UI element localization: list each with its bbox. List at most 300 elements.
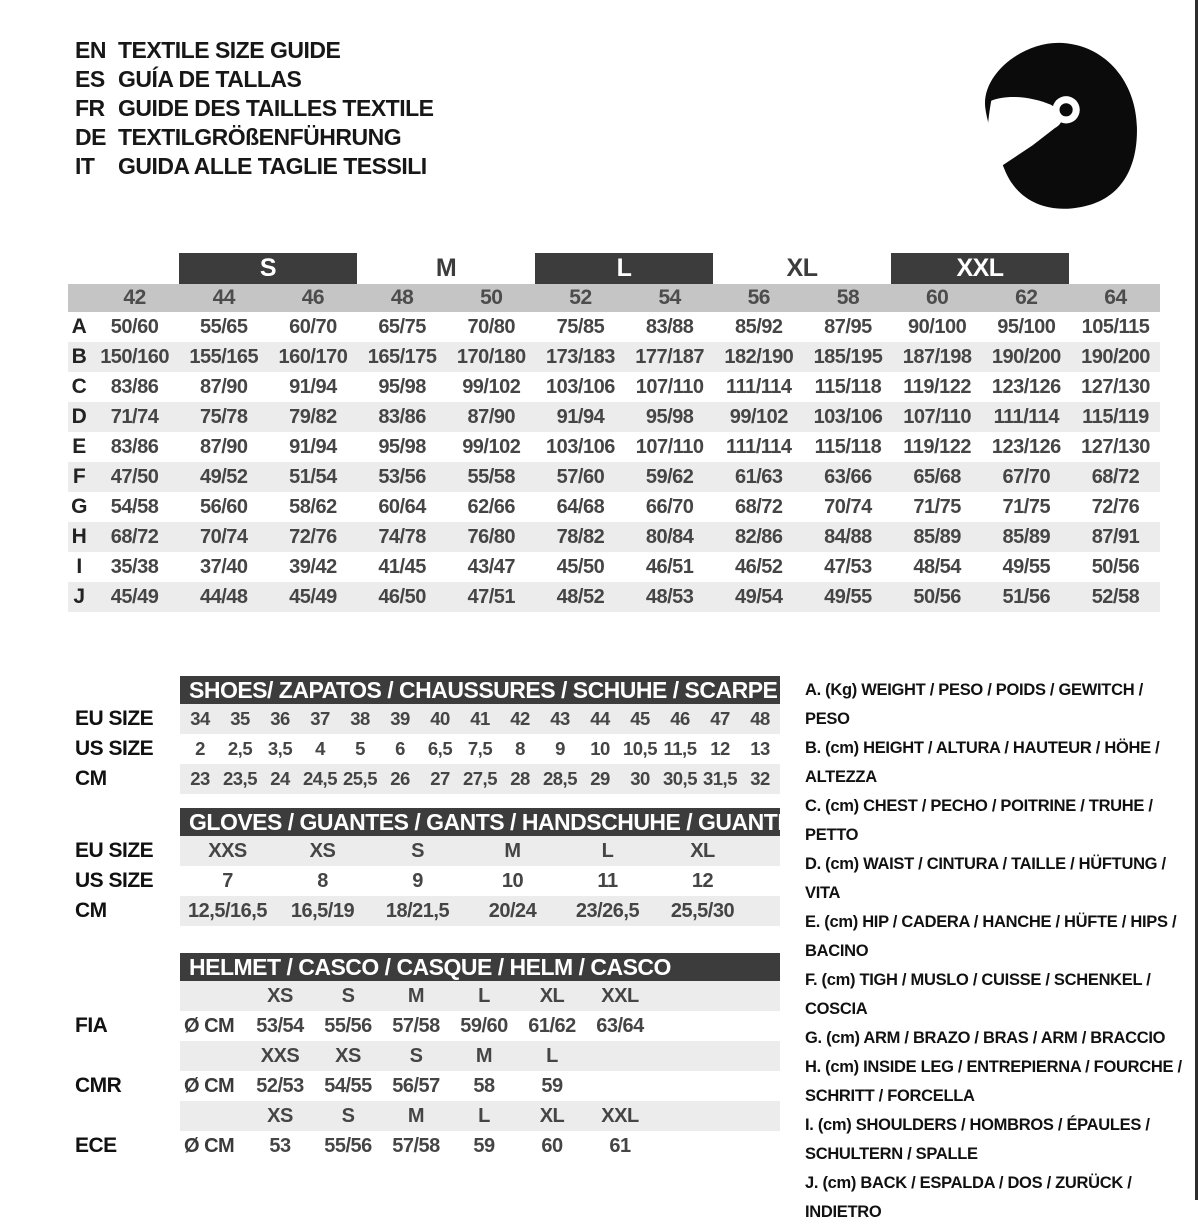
language-code: DE <box>75 124 106 150</box>
size-value: 185/195 <box>813 345 883 368</box>
guide-title: GUÍA DE TALLAS <box>118 66 302 92</box>
guide-title: TEXTILE SIZE GUIDE <box>118 37 341 63</box>
helmet-size-value: 61/62 <box>528 1014 576 1037</box>
size-group-header-row <box>68 253 1160 284</box>
gloves-row-data <box>180 836 780 866</box>
shoes-value: 45 <box>630 708 650 729</box>
gloves-value: 25,5/30 <box>670 899 735 922</box>
shoes-value: 35 <box>230 708 250 729</box>
helmet-sizes-data <box>180 1101 780 1131</box>
size-value: 52/58 <box>1091 585 1140 608</box>
size-value: 103/106 <box>546 375 615 398</box>
shoes-row-data <box>180 734 780 764</box>
size-value: 51/54 <box>289 465 337 488</box>
shoes-value: 39 <box>390 708 410 729</box>
size-value: 115/118 <box>814 435 882 458</box>
size-value: 190/200 <box>1081 345 1150 368</box>
size-value: 46/52 <box>735 555 783 578</box>
size-value: 45/49 <box>110 585 159 608</box>
gloves-value: XS <box>309 839 336 862</box>
size-value: 72/76 <box>289 525 337 548</box>
size-value: 37/40 <box>199 555 248 578</box>
helmet-values-data <box>180 1131 780 1161</box>
shoes-value: 30 <box>630 768 650 789</box>
gloves-value: S <box>411 839 424 862</box>
helmet-values-row-cmr <box>75 1071 780 1101</box>
measurement-row-e <box>68 432 1160 462</box>
size-value: 170/180 <box>456 345 526 368</box>
size-value: 99/102 <box>462 375 521 398</box>
size-value: 103/106 <box>546 435 615 458</box>
size-value: 49/55 <box>1002 555 1051 578</box>
size-value: 66/70 <box>645 495 694 518</box>
size-group-l: L <box>535 253 713 284</box>
legend-item-j: J. (cm) BACK / ESPALDA / DOS / ZURÜCK / INDIETRO <box>805 1174 1132 1221</box>
measurement-rows <box>68 312 1160 612</box>
size-value: 85/89 <box>913 525 961 548</box>
helmet-table <box>75 953 780 1161</box>
size-value: 71/74 <box>110 405 159 428</box>
spacer <box>180 1101 246 1131</box>
shoes-value: 23,5 <box>222 768 257 789</box>
size-value: 47/51 <box>467 585 516 608</box>
gloves-value: 11 <box>597 869 618 892</box>
shoes-value: 24 <box>270 768 290 789</box>
helmet-sizes-row-fia <box>75 981 780 1011</box>
gloves-table <box>75 808 784 926</box>
shoes-rows <box>75 704 780 794</box>
size-value: 46/50 <box>378 585 426 608</box>
size-value: 45/49 <box>289 585 337 608</box>
size-value: 70/74 <box>199 525 248 548</box>
helmet-size-label: L <box>478 984 490 1007</box>
size-value: 65/75 <box>378 315 426 338</box>
helmet-size-value: 55/56 <box>324 1014 372 1037</box>
measurement-row-b <box>68 342 1160 372</box>
shoes-row <box>75 764 780 794</box>
shoes-value: 37 <box>310 708 330 729</box>
size-value: 62/66 <box>467 495 516 518</box>
gloves-row <box>75 896 780 926</box>
spacer <box>68 284 90 312</box>
shoes-value: 8 <box>515 738 525 759</box>
size-value: 91/94 <box>556 405 605 428</box>
size-value: 119/122 <box>903 375 971 398</box>
size-value: 105/115 <box>1081 315 1150 338</box>
helmet-size-value: 60 <box>541 1134 563 1157</box>
measurement-row-a <box>68 312 1160 342</box>
legend-item-b: B. (cm) HEIGHT / ALTURA / HAUTEUR / HÖHE / ALTEZZA <box>805 739 1160 786</box>
size-value: 70/80 <box>467 315 516 338</box>
guide-title: GUIDA ALLE TAGLIE TESSILI <box>118 153 427 179</box>
size-value: 95/98 <box>378 435 426 458</box>
size-value: 99/102 <box>729 405 788 428</box>
gloves-table-title: GLOVES / GUANTES / GANTS / HANDSCHUHE / GUANTI <box>180 808 780 836</box>
helmet-rows <box>75 981 780 1161</box>
shoes-value: 7,5 <box>467 738 493 759</box>
size-column-64: 64 <box>1104 286 1127 309</box>
size-value: 44/48 <box>199 585 248 608</box>
helmet-size-value: 58 <box>473 1074 495 1097</box>
helmet-size-value: 52/53 <box>256 1074 304 1097</box>
size-value: 54/58 <box>110 495 159 518</box>
row-label: B <box>71 345 87 368</box>
gloves-value: 20/24 <box>488 899 537 922</box>
size-value: 75/78 <box>199 405 248 428</box>
legend-item-e: E. (cm) HIP / CADERA / HANCHE / HÜFTE / HIPS / BACINO <box>805 913 1177 960</box>
size-column-60: 60 <box>925 286 949 309</box>
size-value: 58/62 <box>289 495 337 518</box>
helmet-size-value: 59 <box>473 1134 495 1157</box>
legend-item-d: D. (cm) WAIST / CINTURA / TAILLE / HÜFTUNG / VITA <box>805 855 1166 902</box>
helmet-size-value: 53 <box>269 1134 291 1157</box>
helmet-size-value: 56/57 <box>392 1074 440 1097</box>
helmet-size-label: XL <box>539 984 565 1007</box>
size-value: 85/89 <box>1002 525 1051 548</box>
gloves-value: 12 <box>691 869 714 892</box>
helmet-size-value: 55/56 <box>324 1134 372 1157</box>
helmet-size-value: 54/55 <box>324 1074 372 1097</box>
gloves-value: 18/21,5 <box>385 899 450 922</box>
size-value: 49/54 <box>735 585 783 608</box>
language-row <box>75 152 434 181</box>
size-value: 123/126 <box>991 375 1061 398</box>
size-value: 47/50 <box>110 465 159 488</box>
size-value: 64/68 <box>556 495 605 518</box>
row-label: H <box>71 525 87 548</box>
gloves-row <box>75 866 780 896</box>
legend-item-a: A. (Kg) WEIGHT / PESO / POIDS / GEWITCH / PESO <box>805 681 1143 728</box>
size-value: 123/126 <box>991 435 1061 458</box>
unit-label: Ø CM <box>184 1074 235 1097</box>
shoes-value: 23 <box>190 768 210 789</box>
legend-item-f: F. (cm) TIGH / MUSLO / CUISSE / SCHENKEL / COSCIA <box>805 971 1151 1018</box>
size-value: 80/84 <box>645 525 694 548</box>
helmet-size-label: L <box>546 1044 558 1067</box>
size-value: 71/75 <box>913 495 961 518</box>
shoes-value: 38 <box>350 708 370 729</box>
language-row <box>75 94 434 123</box>
size-value: 71/75 <box>1002 495 1051 518</box>
measurement-row-h <box>68 522 1160 552</box>
shoes-value: 41 <box>470 708 490 729</box>
size-column-62: 62 <box>1015 286 1038 309</box>
helmet-size-label: S <box>341 1104 355 1127</box>
row-label: J <box>73 585 85 608</box>
size-value: 119/122 <box>903 435 971 458</box>
size-value: 79/82 <box>289 405 337 428</box>
shoes-value: 31,5 <box>702 768 737 789</box>
size-value: 50/60 <box>110 315 159 338</box>
row-label: US SIZE <box>75 869 154 892</box>
language-code: IT <box>75 153 95 179</box>
shoes-value: 11,5 <box>663 738 697 759</box>
size-value: 187/198 <box>902 345 972 368</box>
shoes-table-title: SHOES/ ZAPATOS / CHAUSSURES / SCHUHE / SCARPE <box>180 676 780 704</box>
size-value: 48/52 <box>556 585 605 608</box>
row-label: I <box>76 555 82 578</box>
helmet-sizes-data <box>180 1041 780 1071</box>
legend-item-i: I. (cm) SHOULDERS / HOMBROS / ÉPAULES / SCHULTERN / SPALLE <box>805 1116 1150 1163</box>
size-value: 87/95 <box>824 315 872 338</box>
helmet-size-value: 57/58 <box>392 1134 440 1157</box>
size-value: 75/85 <box>556 315 605 338</box>
size-value: 177/187 <box>635 345 705 368</box>
language-code: FR <box>75 95 105 121</box>
gloves-value: 7 <box>222 869 233 892</box>
size-value: 115/118 <box>814 375 882 398</box>
size-value: 83/86 <box>110 435 159 458</box>
size-group-xl: XL <box>786 254 818 282</box>
size-value: 68/72 <box>110 525 159 548</box>
size-value: 103/106 <box>813 405 883 428</box>
size-value: 85/92 <box>735 315 783 338</box>
size-value: 90/100 <box>908 315 967 338</box>
gloves-value: XXS <box>208 839 247 862</box>
size-value: 83/86 <box>110 375 159 398</box>
size-value: 50/56 <box>1091 555 1140 578</box>
row-label: F <box>72 465 86 488</box>
helmet-size-label: XL <box>539 1104 565 1127</box>
row-label <box>75 1101 180 1131</box>
size-value: 61/63 <box>735 465 783 488</box>
shoes-value: 30,5 <box>662 768 697 789</box>
helmet-size-label: L <box>478 1104 490 1127</box>
shoes-value: 48 <box>750 708 770 729</box>
spacer <box>180 1041 246 1071</box>
gloves-value: L <box>601 839 614 862</box>
language-code: EN <box>75 37 106 63</box>
size-value: 41/45 <box>378 555 426 578</box>
helmet-sizes-row-cmr <box>75 1041 780 1071</box>
helmet-size-label: M <box>475 1044 493 1067</box>
size-value: 111/114 <box>726 375 792 398</box>
shoes-value: 6 <box>395 738 405 759</box>
size-value: 190/200 <box>991 345 1061 368</box>
shoes-table <box>75 676 780 794</box>
row-label: C <box>71 375 87 398</box>
size-value: 46/51 <box>645 555 694 578</box>
helmet-size-label: S <box>409 1044 423 1067</box>
helmet-size-label: XXL <box>601 1104 639 1127</box>
helmet-size-value: 61 <box>609 1134 631 1157</box>
shoes-value: 25,5 <box>342 768 377 789</box>
spacer <box>1069 253 1158 284</box>
gloves-value: 10 <box>501 869 524 892</box>
helmet-table-title: HELMET / CASCO / CASQUE / HELM / CASCO <box>180 953 780 981</box>
size-value: 60/70 <box>289 315 337 338</box>
legend-item-c: C. (cm) CHEST / PECHO / POITRINE / TRUHE / PETTO <box>805 797 1153 844</box>
row-label: E <box>72 435 86 458</box>
gloves-value: M <box>504 839 521 862</box>
helmet-size-value: 59 <box>541 1074 563 1097</box>
size-value: 48/54 <box>913 555 961 578</box>
size-value: 87/90 <box>199 375 248 398</box>
size-value: 107/110 <box>903 405 971 428</box>
shoes-value: 5 <box>355 738 365 759</box>
size-value: 150/160 <box>100 345 169 368</box>
size-value: 53/56 <box>378 465 426 488</box>
language-row <box>75 123 434 152</box>
gloves-value: 9 <box>412 869 423 892</box>
size-group-s: S <box>179 253 357 284</box>
size-value: 59/62 <box>645 465 694 488</box>
gloves-row <box>75 836 780 866</box>
size-value: 173/183 <box>546 345 615 368</box>
shoes-value: 28 <box>510 768 530 789</box>
shoes-value: 44 <box>590 708 610 729</box>
size-column-42: 42 <box>123 286 146 309</box>
shoes-value: 4 <box>315 738 325 759</box>
helmet-values-row-ece <box>75 1131 780 1161</box>
standard-label-fia: FIA <box>75 1014 108 1037</box>
helmet-size-value: 59/60 <box>460 1014 508 1037</box>
size-column-44: 44 <box>212 286 235 309</box>
size-value: 49/55 <box>824 585 872 608</box>
row-label: D <box>71 405 87 428</box>
shoes-value: 32 <box>750 768 770 789</box>
size-column-50: 50 <box>480 286 503 309</box>
measurement-row-d <box>68 402 1160 432</box>
size-column-54: 54 <box>658 286 681 309</box>
size-value: 78/82 <box>556 525 605 548</box>
size-value: 55/58 <box>467 465 516 488</box>
shoes-value: 29 <box>590 768 610 789</box>
size-value: 82/86 <box>735 525 783 548</box>
helmet-values-row-fia <box>75 1011 780 1041</box>
shoes-row-data <box>180 764 780 794</box>
shoes-row-data <box>180 704 780 734</box>
measurement-row-f <box>68 462 1160 492</box>
size-value: 91/94 <box>289 435 337 458</box>
shoes-value: 26 <box>390 768 410 789</box>
gloves-rows <box>75 836 780 926</box>
gloves-value: 8 <box>317 869 328 892</box>
gloves-value: 16,5/19 <box>290 899 355 922</box>
size-value: 68/72 <box>1091 465 1140 488</box>
spacer <box>90 253 179 284</box>
spacer <box>68 253 90 284</box>
size-value: 127/130 <box>1081 435 1150 458</box>
shoes-value: 10,5 <box>622 738 657 759</box>
shoes-value: 13 <box>750 738 770 759</box>
size-value: 72/76 <box>1091 495 1140 518</box>
size-value: 35/38 <box>110 555 159 578</box>
size-value: 55/65 <box>199 315 248 338</box>
size-value: 76/80 <box>467 525 516 548</box>
size-value: 43/47 <box>467 555 516 578</box>
helmet-size-label: M <box>407 984 425 1007</box>
racing-helmet-icon <box>977 40 1139 212</box>
size-value: 107/110 <box>635 375 704 398</box>
gloves-value: 12,5/16,5 <box>188 899 267 922</box>
helmet-size-label: XXS <box>260 1044 300 1067</box>
language-row <box>75 65 434 94</box>
helmet-size-value: 63/64 <box>596 1014 644 1037</box>
spacer <box>180 981 246 1011</box>
size-value: 115/119 <box>1082 405 1149 428</box>
row-label: CM <box>75 899 107 922</box>
helmet-size-label: XXL <box>601 984 639 1007</box>
shoes-value: 40 <box>430 708 450 729</box>
size-value: 70/74 <box>824 495 872 518</box>
legend-item-g: G. (cm) ARM / BRAZO / BRAS / ARM / BRACCIO <box>805 1029 1166 1047</box>
helmet-sizes-row-ece <box>75 1101 780 1131</box>
shoes-row <box>75 704 780 734</box>
size-value: 87/91 <box>1091 525 1140 548</box>
shoes-value: 3,5 <box>267 738 293 759</box>
size-value: 95/98 <box>645 405 694 428</box>
size-value: 165/175 <box>367 345 437 368</box>
helmet-size-label: M <box>407 1104 425 1127</box>
helmet-size-label: XS <box>267 984 293 1007</box>
size-value: 45/50 <box>556 555 605 578</box>
size-column-52: 52 <box>569 286 592 309</box>
language-title-block <box>75 36 434 181</box>
shoes-row <box>75 734 780 764</box>
size-value: 49/52 <box>199 465 248 488</box>
size-value: 67/70 <box>1002 465 1051 488</box>
standard-label-ece: ECE <box>75 1134 117 1157</box>
measurement-row-i <box>68 552 1160 582</box>
size-value: 47/53 <box>824 555 872 578</box>
measurement-row-j <box>68 582 1160 612</box>
size-value: 65/68 <box>913 465 961 488</box>
row-label: US SIZE <box>75 737 154 760</box>
standard-label-cmr: CMR <box>75 1074 122 1097</box>
row-label <box>75 981 180 1011</box>
shoes-value: 46 <box>670 708 690 729</box>
helmet-size-value: 53/54 <box>256 1014 304 1037</box>
shoes-value: 27 <box>430 768 450 789</box>
size-value: 107/110 <box>635 435 704 458</box>
numeric-size-header-row <box>68 284 1160 312</box>
size-column-58: 58 <box>836 286 860 309</box>
helmet-size-value: 57/58 <box>392 1014 440 1037</box>
row-label: G <box>71 495 87 518</box>
size-value: 74/78 <box>378 525 426 548</box>
size-value: 155/165 <box>189 345 259 368</box>
legend-item-h: H. (cm) INSIDE LEG / ENTREPIERNA / FOURCHE / SCHRITT / FORCELLA <box>805 1058 1182 1105</box>
shoes-value: 34 <box>190 708 210 729</box>
guide-title: TEXTILGRÖßENFÜHRUNG <box>118 124 402 150</box>
size-value: 91/94 <box>289 375 337 398</box>
right-border-line <box>1195 0 1198 1200</box>
shoes-value: 6,5 <box>427 738 453 759</box>
row-label <box>75 1041 180 1071</box>
size-value: 182/190 <box>724 345 794 368</box>
helmet-size-label: XS <box>335 1044 361 1067</box>
size-value: 83/88 <box>645 315 694 338</box>
shoes-value: 2,5 <box>227 738 253 759</box>
shoes-value: 47 <box>710 708 730 729</box>
size-value: 83/86 <box>378 405 426 428</box>
size-value: 95/100 <box>997 315 1056 338</box>
size-column-56: 56 <box>747 286 770 309</box>
size-value: 111/114 <box>726 435 792 458</box>
row-label: A <box>71 315 87 338</box>
size-value: 87/90 <box>199 435 248 458</box>
guide-title: GUIDE DES TAILLES TEXTILE <box>118 95 434 121</box>
size-value: 99/102 <box>462 435 521 458</box>
gloves-value: 23/26,5 <box>575 899 640 922</box>
size-value: 63/66 <box>824 465 872 488</box>
size-value: 84/88 <box>824 525 872 548</box>
size-value: 87/90 <box>467 405 516 428</box>
unit-label: Ø CM <box>184 1134 235 1157</box>
gloves-row-data <box>180 866 780 896</box>
shoes-value: 2 <box>195 738 205 759</box>
